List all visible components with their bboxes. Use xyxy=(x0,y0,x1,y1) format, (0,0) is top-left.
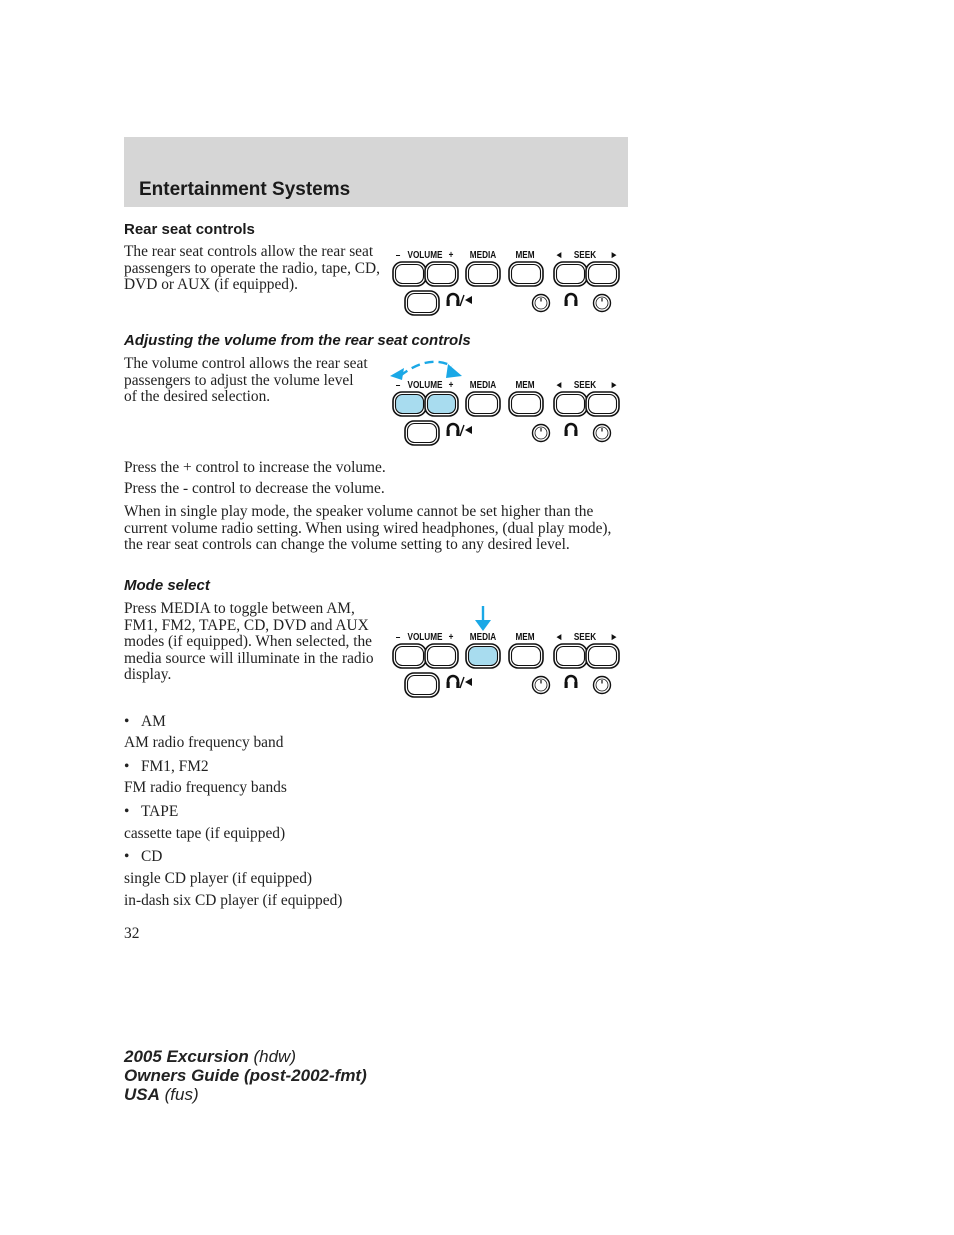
seek-right-glyph: ► xyxy=(609,249,619,261)
list-item: • AM xyxy=(124,713,166,730)
section-heading-adjusting-volume: Adjusting the volume from the rear seat controls xyxy=(124,332,471,349)
volume-plus-label: + xyxy=(448,631,454,643)
headphone-speaker-toggle-button[interactable] xyxy=(408,294,437,313)
seek-label: SEEK xyxy=(573,379,597,391)
speaker-icon xyxy=(465,426,472,434)
bullet-desc-fm: FM radio frequency bands xyxy=(124,779,287,796)
seek-down-button[interactable] xyxy=(557,395,585,414)
headphone-jack-icon-left-cup xyxy=(565,682,568,688)
mem-label: MEM xyxy=(515,631,535,643)
volume-plus-label: + xyxy=(448,379,454,391)
section-heading-mode-select: Mode select xyxy=(124,577,210,594)
media-button[interactable] xyxy=(469,647,498,666)
volume-adjust-arrow-icon xyxy=(400,362,452,376)
mem-label: MEM xyxy=(515,379,535,391)
headphone-speaker-toggle-button[interactable] xyxy=(408,676,437,695)
headphone-icon-right-cup xyxy=(456,300,459,306)
volume-down-button[interactable] xyxy=(396,265,424,284)
seek-left-glyph: ◄ xyxy=(554,631,564,643)
footer xyxy=(124,1047,367,1104)
seek-down-button[interactable] xyxy=(557,647,585,666)
bullet-label-tape: TAPE xyxy=(141,803,179,820)
header-band xyxy=(124,137,628,207)
bullet-label-cd: CD xyxy=(141,848,163,865)
footer-model-code: (hdw) xyxy=(253,1047,296,1066)
volume-label: VOLUME xyxy=(407,249,443,261)
list-item: • FM1, FM2 xyxy=(124,758,209,775)
seek-left-glyph: ◄ xyxy=(554,379,564,391)
headphone-speaker-toggle-button[interactable] xyxy=(408,424,437,443)
slash-divider xyxy=(460,295,464,306)
headphone-jack-icon-right-cup xyxy=(574,430,577,436)
media-button[interactable] xyxy=(469,395,498,414)
seek-down-button[interactable] xyxy=(557,265,585,284)
media-button[interactable] xyxy=(469,265,498,284)
footer-region: USA xyxy=(124,1085,160,1104)
seek-up-button[interactable] xyxy=(589,395,617,414)
seek-right-glyph: ► xyxy=(609,379,619,391)
volume-arrow-left-head xyxy=(390,368,404,380)
volume-intro-text: The volume control allows the rear seat passengers to adjust the volume level of the desired selection. xyxy=(124,355,368,405)
headphone-icon-left-cup xyxy=(447,682,450,688)
seek-left-glyph: ◄ xyxy=(554,249,564,261)
volume-up-button[interactable] xyxy=(428,265,456,284)
page-number: 32 xyxy=(124,925,140,942)
volume-down-button[interactable] xyxy=(396,647,424,666)
seek-up-button[interactable] xyxy=(589,647,617,666)
bullet-desc-cd-single: single CD player (if equipped) xyxy=(124,870,313,887)
media-pointer-arrow-icon xyxy=(475,620,491,631)
list-item: • TAPE xyxy=(124,803,179,820)
volume-label: VOLUME xyxy=(407,379,443,391)
volume-increase-text: Press the + control to increase the volume. xyxy=(124,459,386,476)
headphone-jack-icon-left-cup xyxy=(565,430,568,436)
volume-minus-label: – xyxy=(395,249,401,261)
section-heading-rear-seat-controls: Rear seat controls xyxy=(124,221,255,238)
footer-guide: Owners Guide (post-2002-fmt) xyxy=(124,1066,367,1085)
mem-button[interactable] xyxy=(512,395,541,414)
mem-label: MEM xyxy=(515,249,535,261)
mem-button[interactable] xyxy=(512,647,541,666)
volume-decrease-text: Press the - control to decrease the volume. xyxy=(124,480,385,497)
volume-up-button[interactable] xyxy=(428,395,456,414)
headphone-icon-left-cup xyxy=(447,430,450,436)
media-label: MEDIA xyxy=(469,249,497,261)
volume-arrow-right-head xyxy=(446,364,462,378)
seek-right-glyph: ► xyxy=(609,631,619,643)
bullet-desc-tape: cassette tape (if equipped) xyxy=(124,825,286,842)
mode-select-text: Press MEDIA to toggle between AM, FM1, FM2, TAPE, CD, DVD and AUX modes (if equipped). When selected, the media source will illuminate in the radio display. xyxy=(124,600,374,683)
slash-divider xyxy=(460,677,464,688)
bullet-desc-cd-six: in-dash six CD player (if equipped) xyxy=(124,892,343,909)
slash-divider xyxy=(460,425,464,436)
rear-seat-control-panel xyxy=(388,240,628,320)
volume-mode-note: When in single play mode, the speaker volume cannot be set higher than the current volume radio setting. When using wired headphones, (dual play mode), the rear seat controls can change the volume setting to any desired level. xyxy=(124,503,612,553)
seek-label: SEEK xyxy=(573,631,597,643)
media-label: MEDIA xyxy=(469,379,497,391)
volume-minus-label: – xyxy=(395,379,401,391)
rear-seat-control-panel-volume xyxy=(388,356,628,450)
volume-minus-label: – xyxy=(395,631,401,643)
footer-model: 2005 Excursion xyxy=(124,1047,249,1066)
rear-seat-control-panel-media xyxy=(388,604,628,702)
speaker-icon xyxy=(465,296,472,304)
volume-down-button[interactable] xyxy=(396,395,424,414)
bullet-desc-am: AM radio frequency band xyxy=(124,734,284,751)
mem-button[interactable] xyxy=(512,265,541,284)
bullet-label-fm: FM1, FM2 xyxy=(141,758,209,775)
headphone-icon-left-cup xyxy=(447,300,450,306)
headphone-icon-right-cup xyxy=(456,430,459,436)
page-title: Entertainment Systems xyxy=(139,179,351,200)
rear-seat-controls-text: The rear seat controls allow the rear seat passengers to operate the radio, tape, CD, DVD or AUX (if equipped). xyxy=(124,243,380,293)
seek-label: SEEK xyxy=(573,249,597,261)
bullet-label-am: AM xyxy=(141,713,166,730)
volume-up-button[interactable] xyxy=(428,647,456,666)
headphone-icon-right-cup xyxy=(456,682,459,688)
speaker-icon xyxy=(465,678,472,686)
volume-label: VOLUME xyxy=(407,631,443,643)
media-label: MEDIA xyxy=(469,631,497,643)
headphone-jack-icon-right-cup xyxy=(574,300,577,306)
headphone-jack-icon-left-cup xyxy=(565,300,568,306)
list-item: • CD xyxy=(124,848,163,865)
volume-plus-label: + xyxy=(448,249,454,261)
headphone-jack-icon-right-cup xyxy=(574,682,577,688)
seek-up-button[interactable] xyxy=(589,265,617,284)
footer-region-code: (fus) xyxy=(164,1085,199,1104)
